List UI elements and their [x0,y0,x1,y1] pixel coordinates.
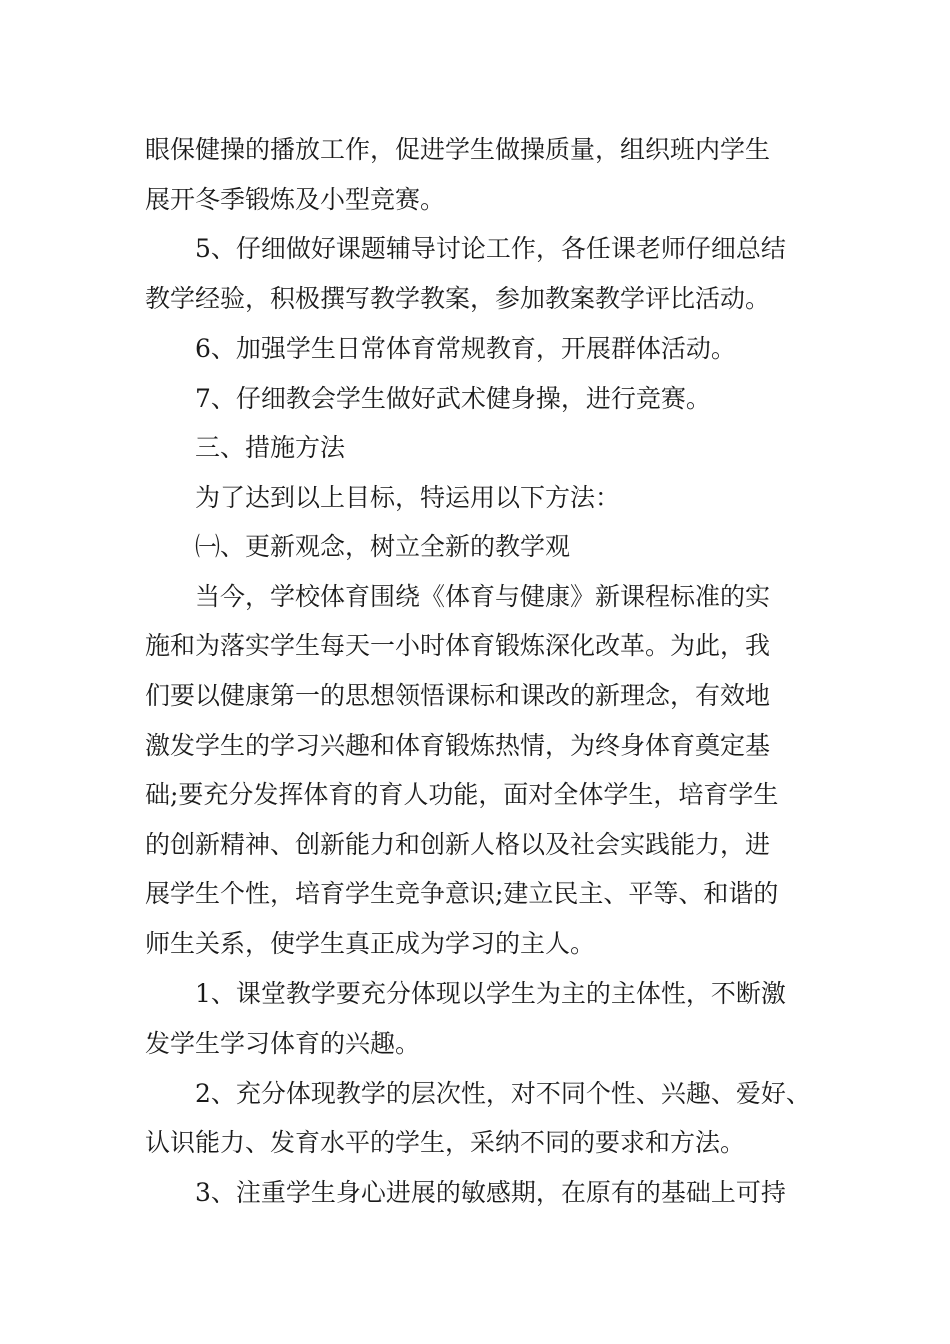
subsection-heading: ㈠、更新观念，树立全新的教学观 [195,532,571,561]
text-line: 5、仔细做好课题辅导讨论工作，各任课老师仔细总结 [195,234,786,263]
text-line: 为了达到以上目标，特运用以下方法： [195,483,621,512]
text-line: 6、加强学生日常体育常规教育，开展群体活动。 [195,334,736,363]
text-line: 施和为落实学生每天一小时体育锻炼深化改革。为此，我 [145,631,771,660]
text-line: 7、仔细教会学生做好武术健身操，进行竞赛。 [195,384,711,413]
text-line: 眼保健操的播放工作，促进学生做操质量，组织班内学生 [145,135,771,164]
text-line: 认识能力、发育水平的学生，采纳不同的要求和方法。 [145,1128,746,1157]
text-line: 3、注重学生身心进展的敏感期，在原有的基础上可持 [195,1178,786,1207]
text-line: 激发学生的学习兴趣和体育锻炼热情，为终身体育奠定基 [145,731,771,760]
text-line: 师生关系，使学生真正成为学习的主人。 [145,929,596,958]
text-line: 1、课堂教学要充分体现以学生为主的主体性，不断激 [195,979,786,1008]
text-line: 发学生学习体育的兴趣。 [145,1029,421,1058]
text-line: 展学生个性，培育学生竞争意识;建立民主、平等、和谐的 [145,879,779,908]
text-line: 教学经验，积极撰写教学教案，参加教案教学评比活动。 [145,284,771,313]
text-line: 2、充分体现教学的层次性，对不同个性、兴趣、爱好、 [195,1079,811,1108]
text-line: 当今，学校体育围绕《体育与健康》新课程标准的实 [195,582,771,611]
text-line: 展开冬季锻炼及小型竞赛。 [145,185,446,214]
text-line: 的创新精神、创新能力和创新人格以及社会实践能力，进 [145,830,771,859]
section-heading: 三、措施方法 [195,433,346,462]
text-line: 们要以健康第一的思想领悟课标和课改的新理念，有效地 [145,681,771,710]
text-line: 础;要充分发挥体育的育人功能，面对全体学生，培育学生 [145,780,779,809]
